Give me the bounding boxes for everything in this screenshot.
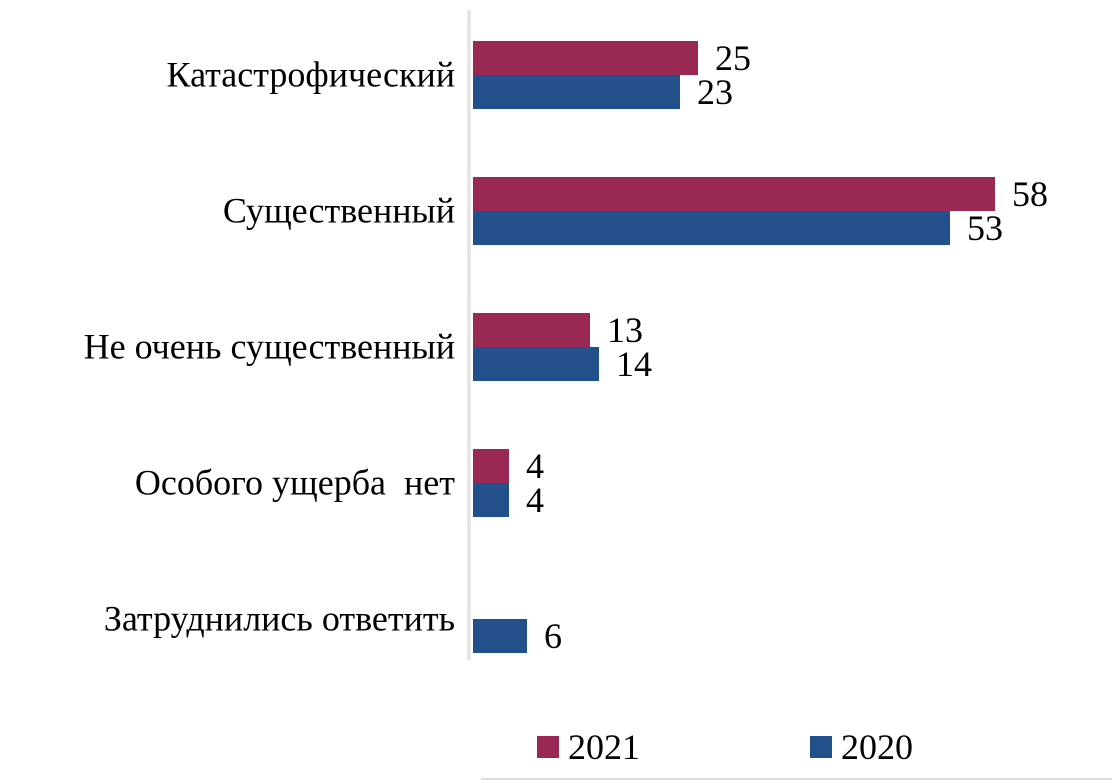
bar-2021 [473,449,509,483]
bar-line [473,446,544,486]
value-label: 53 [967,208,1003,248]
value-label: 58 [1012,174,1048,214]
category-label: Не очень существенный [83,326,455,367]
value-label: 4 [526,480,544,520]
bar-line [473,480,544,520]
legend-label-2021: 2021 [568,727,640,767]
bar-line [473,72,751,112]
value-label: 23 [697,72,733,112]
legend-swatch-2020 [810,736,832,758]
legend-swatch-2021 [537,736,559,758]
chart-row [0,279,1112,415]
bar-line [473,344,652,384]
legend-item-2021 [537,729,640,765]
value-label: 4 [526,446,544,486]
bar-line [473,208,1048,248]
bar-pair [473,446,544,520]
bar-pair [473,38,751,112]
bar-2020 [473,75,680,109]
bar-2021 [473,177,995,211]
category-label: Особого ущерба нет [134,462,455,503]
bar-pair [473,174,1048,248]
value-label: 6 [544,616,562,656]
bar-line [473,310,652,350]
bar-line [473,585,562,619]
value-label: 13 [607,310,643,350]
bar-line [473,38,751,78]
chart-row [0,7,1112,143]
chart-row [0,143,1112,279]
value-label: 14 [616,344,652,384]
legend-item-2020 [810,729,913,765]
chart-legend [537,726,913,768]
bar-2020 [473,619,527,653]
chart-rows [0,7,1112,687]
bar-pair [473,585,562,656]
bar-2021 [473,313,590,347]
bar-2020 [473,347,599,381]
chart-row [0,415,1112,551]
bar-2020 [473,483,509,517]
category-label: Затруднились ответить [103,598,455,639]
bar-2021 [473,41,698,75]
value-label: 25 [715,38,751,78]
legend-label-2020: 2020 [841,727,913,767]
bar-line [473,174,1048,214]
bar-pair [473,310,652,384]
category-label: Существенный [222,190,455,231]
bar-2020 [473,211,950,245]
chart-row [0,551,1112,687]
bar-line [473,616,562,656]
category-label: Катастрофический [166,54,455,95]
